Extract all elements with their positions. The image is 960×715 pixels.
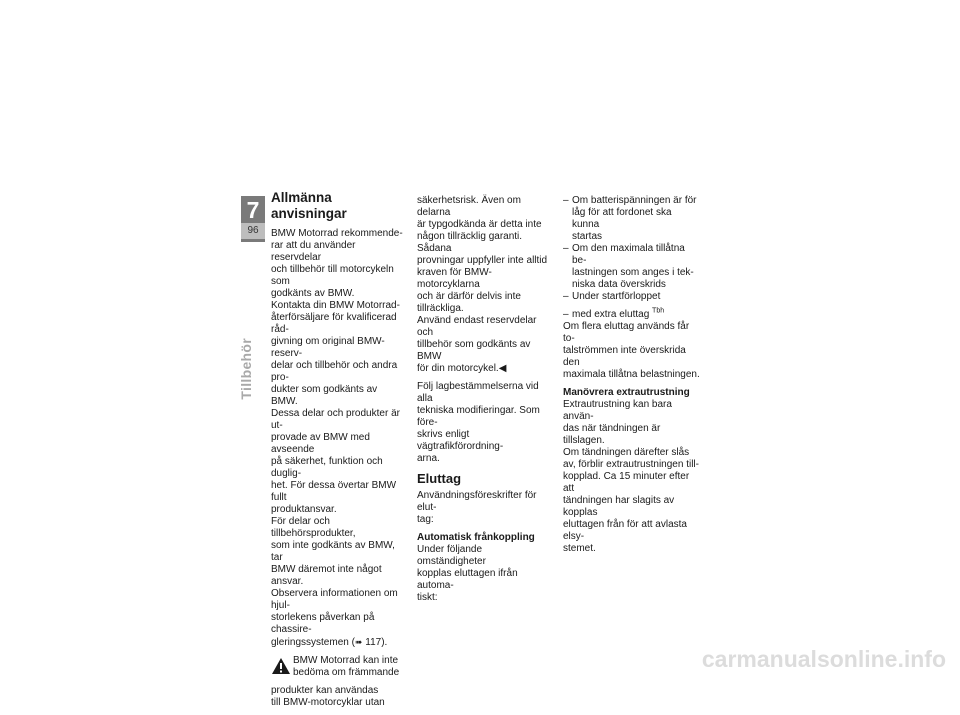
multiple-sockets-text: Om flera eluttag används får to- talströmmen inte överskrida den maximala tillåtna belastningen. — [563, 321, 700, 380]
safety-paragraph — [417, 195, 552, 375]
list-item — [563, 309, 700, 321]
warning-text-rest: produkter kan användas till BMW-motorcyklar utan — [271, 685, 385, 708]
list-item-text: Om batterispänningen är för låg för att fordonet ska kunna startas — [572, 195, 697, 242]
dash-bullet: – — [563, 243, 569, 254]
watermark: carmanualsonline.info — [701, 646, 946, 672]
reference-page: 117). — [362, 637, 388, 648]
list-item-text: Under startförloppet — [572, 291, 661, 302]
general-text: BMW Motorrad rekommende- rar att du använder reservdelar och tillbehör till motorcykeln som godkänts av BMW. Kontakta din BMW Motorrad- återförsäljare för kvalificerad råd- givning om original BMW-reserv- delar och tillbehör och andra pro- dukter som godkänts av BMW. Dessa delar och produkter är ut- provade av BMW med avseende på säkerhet, funktion och duglig- het. För dessa övertar BMW fullt produktansvar. För delar och tillbehörsprodukter, som inte godkänts av BMW, tar BMW däremot inte något ansvar. Observera informationen om hjul- storlekens påverkan på chassire- gleringssystemen ( — [271, 228, 403, 648]
list-item — [563, 195, 700, 243]
option-marker: Tbh — [652, 307, 665, 315]
page-number: 96 — [241, 223, 265, 239]
chapter-title: Tillbehör — [238, 338, 254, 400]
chapter-tab — [241, 196, 265, 242]
dash-bullet: – — [563, 309, 569, 320]
subheading-accessories: Manövrera extrautrustning — [563, 387, 690, 398]
chapter-number: 7 — [246, 197, 260, 223]
regulations-paragraph: Följ lagbestämmelserna vid alla tekniska modifieringar. Som före- skrivs enligt vägtrafikförordning- arna. — [417, 381, 540, 464]
subheading-auto-disconnect: Automatisk frånkoppling — [417, 532, 535, 543]
reference-arrow-icon: ➠ — [354, 637, 363, 647]
auto-disconnect-text: Under följande omständigheter kopplas eluttagen ifrån automa- tiskt: — [417, 544, 518, 603]
list-item-text: Om den maximala tillåtna be- lastningen som anges i tek- niska data överskrids — [572, 243, 694, 290]
warning-text-first: BMW Motorrad kan inte bedöma om främmande — [293, 655, 400, 678]
list-item-text: med extra eluttag — [572, 309, 650, 320]
end-mark-icon: ◀ — [498, 363, 507, 374]
dash-bullet: – — [563, 291, 569, 302]
sockets-intro: Användningsföreskrifter för elut- tag: — [417, 490, 537, 525]
general-paragraph — [271, 228, 406, 649]
section-heading-sockets: Eluttag — [417, 471, 462, 486]
accessories-text: Extrautrustning kan bara använ- das när tändningen är tillslagen. Om tändningen därefter slås av, förblir extrautrustningen till- kopplad. Ca 15 minuter efter att tändningen har slagits av kopplas eluttagen från för att avlasta elsy- stemet. — [563, 399, 699, 554]
list-item — [563, 291, 700, 303]
section-heading-general: Allmänna anvisningar — [271, 190, 347, 221]
column-1 — [271, 190, 406, 715]
list-item — [563, 243, 700, 291]
safety-text: säkerhetsrisk. Även om delarna är typgodkända är detta inte någon tillräcklig garanti. Sådana provningar uppfyller inte alltid kraven för BMW-motorcyklarna och är därför delvis inte tillräckliga. Använd endast reservdelar och tillbehör som godkänts av BMW för din motorcykel. — [417, 195, 548, 374]
dash-bullet: – — [563, 195, 569, 206]
column-2 — [417, 195, 552, 610]
column-3 — [563, 195, 700, 561]
